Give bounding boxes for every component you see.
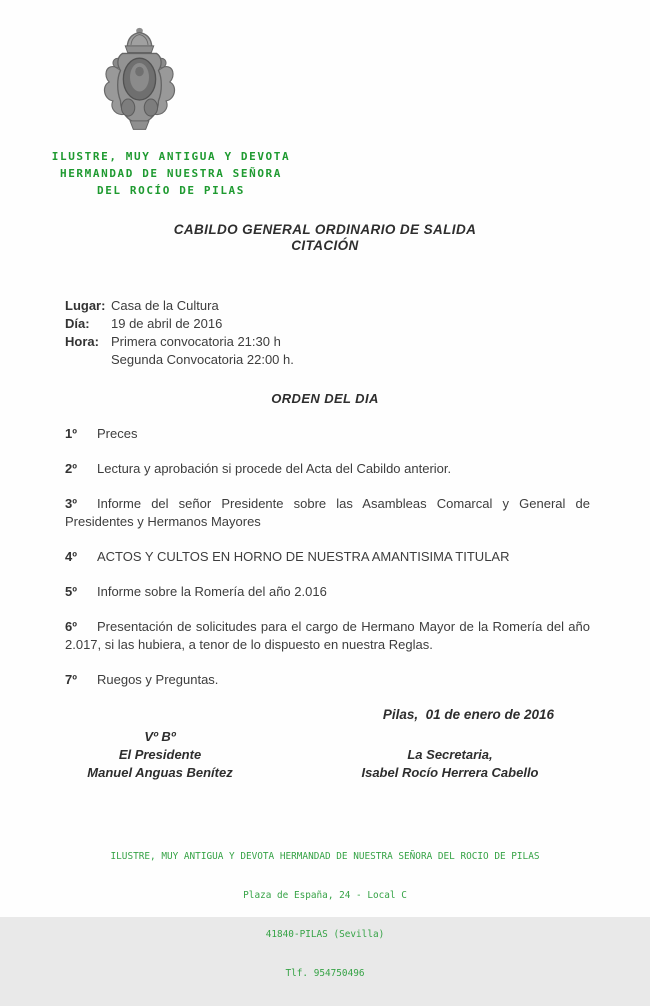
agenda-item-number: 3º	[65, 496, 77, 511]
lugar-value: Casa de la Cultura	[111, 298, 219, 313]
agenda-item	[65, 425, 590, 443]
agenda-item-number: 7º	[65, 672, 77, 687]
signature-block	[0, 728, 650, 782]
agenda-item-text: Informe sobre la Romería del año 2.016	[97, 584, 327, 599]
president-name: Manuel Anguas Benítez	[87, 765, 233, 780]
secretary-signature	[295, 728, 605, 782]
footer-phone-line: Tlf. 954750496	[285, 968, 365, 979]
hora-value-1: Primera convocatoria 21:30 h	[111, 334, 281, 349]
secretary-role: La Secretaria,	[407, 747, 493, 762]
agenda-heading: ORDEN DEL DIA	[271, 391, 379, 406]
agenda-list	[65, 425, 590, 689]
hora-value-2: Segunda Convocatoria 22:00 h.	[111, 352, 294, 367]
agenda-item-text: ACTOS Y CULTOS EN HORNO DE NUESTRA AMANTISIMA TITULAR	[97, 549, 510, 564]
hora-label: Hora:	[65, 334, 99, 349]
agenda-item-number: 1º	[65, 426, 77, 441]
agenda-item	[65, 618, 590, 654]
title-line-2: CITACIÓN	[291, 238, 359, 253]
agenda-item	[65, 548, 590, 566]
agenda-item-text: Ruegos y Preguntas.	[97, 672, 219, 687]
footer-address	[0, 824, 650, 1006]
footer-street-line: Plaza de España, 24 - Local C	[243, 890, 407, 901]
org-line: HERMANDAD DE NUESTRA SEÑORA	[59, 167, 282, 180]
agenda-item-number: 2º	[65, 461, 77, 476]
agenda-item	[65, 583, 590, 601]
secretary-name: Isabel Rocío Herrera Cabello	[361, 765, 539, 780]
president-signature	[45, 728, 275, 782]
dia-label: Día:	[65, 316, 90, 331]
agenda-item-text: Informe del señor Presidente sobre las Asambleas Comarcal y General de Presidentes y Hermanos Mayores	[65, 496, 590, 529]
footer-city-line: 41840-PILAS (Sevilla)	[265, 929, 385, 940]
agenda-item-text: Preces	[97, 426, 138, 441]
vb-line: Vº Bº	[144, 729, 176, 744]
hermandad-emblem-icon	[92, 25, 187, 137]
meeting-details	[65, 297, 650, 369]
lugar-label: Lugar:	[65, 298, 106, 313]
organization-name	[6, 148, 336, 199]
agenda-item	[65, 460, 590, 478]
agenda-item	[65, 671, 590, 689]
agenda-item-number: 6º	[65, 619, 77, 634]
spacer	[65, 351, 111, 369]
letterhead	[0, 0, 650, 199]
org-line: DEL ROCÍO DE PILAS	[96, 184, 245, 197]
agenda-item	[65, 495, 590, 531]
document-title	[0, 222, 650, 254]
footer-org-line: ILUSTRE, MUY ANTIGUA Y DEVOTA HERMANDAD DE NUESTRA SEÑORA DEL ROCIO DE PILAS	[110, 851, 540, 862]
agenda-item-number: 5º	[65, 584, 77, 599]
document-date: Pilas, 01 de enero de 2016	[382, 707, 554, 722]
title-line-1: CABILDO GENERAL ORDINARIO DE SALIDA	[173, 222, 477, 237]
dia-value: 19 de abril de 2016	[111, 316, 223, 331]
president-role: El Presidente	[118, 747, 202, 762]
agenda-item-number: 4º	[65, 549, 77, 564]
org-line: ILUSTRE, MUY ANTIGUA Y DEVOTA	[51, 150, 291, 163]
agenda-item-text: Lectura y aprobación si procede del Acta del Cabildo anterior.	[97, 461, 452, 476]
agenda-item-text: Presentación de solicitudes para el cargo de Hermano Mayor de la Romería del año 2.017, si las hubiera, a tenor de lo dispuesto en nuestra Reglas.	[65, 619, 590, 652]
